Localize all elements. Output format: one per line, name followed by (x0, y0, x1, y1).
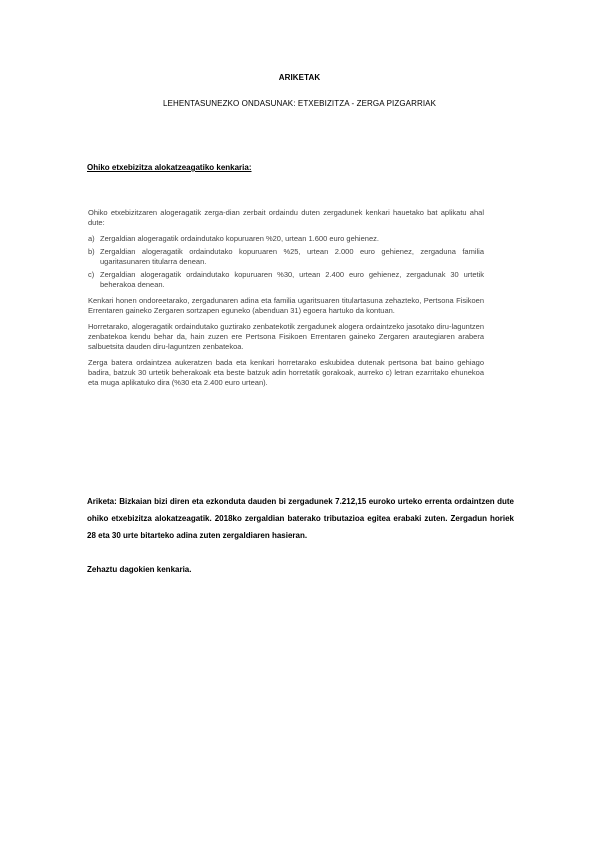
list-marker: b) (88, 247, 95, 256)
list-item-text: Zergaldian alogeragatik ordaindutako kopuruaren %25, urtean 2.000 euro gehienez, zergaduna familia ugaritasunaren titularra denean. (100, 247, 484, 266)
list-item (88, 234, 484, 244)
exercise-statement: Ariketa: Bizkaian bizi diren eta ezkonduta dauden bi zergadunek 7.212,15 euroko urteko errenta ordaintzen dute ohiko etxebizitza alokatzeagatik. 2018ko zergaldian baterako tributazioa egitea erabaki zuten. Zergadun horiek 28 eta 30 urte bitarteko adina zuten zergaldiaren hasieran. (87, 497, 514, 540)
excerpt-paragraph: Horretarako, alogeragatik ordaindutako guztirako zenbatekotik zergadunek alogera ordaintzeko jasotako diru-laguntzen zenbatekoa kendu behar da, hain zuzen ere Pertsona Fisikoen Errentaren gaineko Zergaren arautegiaren arabera salbuetsita dauden diru-laguntzen zenbatekoa. (88, 322, 484, 351)
list-marker: a) (88, 234, 95, 243)
list-item-text: Zergaldian alogeragatik ordaindutako kopuruaren %20, urtean 1.600 euro gehienez. (100, 234, 379, 243)
section-heading: Ohiko etxebizitza alokatzeagatiko kenkaria: (87, 163, 252, 172)
document-title: ARIKETAK (278, 73, 321, 82)
list-item (88, 247, 484, 267)
list-marker: c) (88, 270, 95, 279)
excerpt-paragraph: Zerga batera ordaintzea aukeratzen bada eta kenkari horretarako eskubidea dutenak pertsona bat baino gehiago badira, batzuk 30 urtetik beherakoak eta beste batzuk adin horretatik gorakoak, aurreko c) letran ezarritako ehunekoa eta muga aplikatuko dira (%30 eta 2.400 euro urtean). (88, 358, 484, 387)
list-item-text: Zergaldian alogeragatik ordaindutako kopuruaren %30, urtean 2.400 euro gehienez, zergadunak 30 urtetik beherakoa denean. (100, 270, 484, 289)
regulation-excerpt (88, 208, 484, 394)
deduction-list (88, 234, 484, 290)
excerpt-intro: Ohiko etxebizitzaren alogeragatik zerga-dian zerbait ordaindu duten zergadunek kenkari hauetako bat aplikatu ahal dute: (88, 208, 484, 227)
excerpt-paragraph: Kenkari honen ondoreetarako, zergadunaren adina eta familia ugaritsuaren titulartasuna zehazteko, Pertsona Fisikoen Errentaren gaineko Zergaren sortzapen eguneko (abenduan 31) egoera hartuko da kontuan. (88, 296, 484, 315)
list-item (88, 270, 484, 290)
document-subtitle: LEHENTASUNEZKO ONDASUNAK: ETXEBIZITZA - ZERGA PIZGARRIAK (162, 99, 437, 108)
exercise-instruction: Zehaztu dagokien kenkaria. (87, 565, 192, 574)
